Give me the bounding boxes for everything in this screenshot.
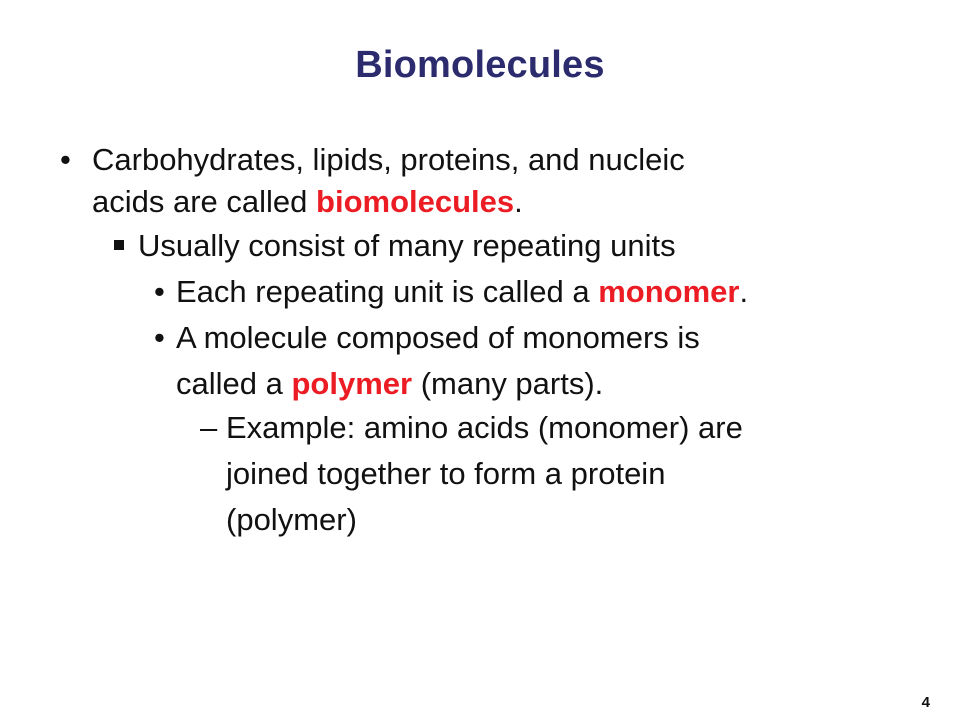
bullet-3-line xyxy=(176,274,748,310)
bullet-4-text-post: (many parts). xyxy=(412,366,604,401)
bullet-5-line-2: joined together to form a protein xyxy=(226,456,666,491)
slide-title: Biomolecules xyxy=(355,44,605,86)
bullet-3-text-post: . xyxy=(739,274,749,309)
bullet-marker-1: • xyxy=(60,142,71,177)
bullet-3-text-pre: Each repeating unit is called a xyxy=(176,274,599,309)
bullet-1-line-2 xyxy=(92,184,523,220)
dash-marker-5: – xyxy=(200,410,218,445)
term-biomolecules: biomolecules xyxy=(316,184,515,219)
bullet-5-line-3: (polymer) xyxy=(226,502,357,537)
bullet-2-line: Usually consist of many repeating units xyxy=(138,228,676,263)
bullet-4-line-2 xyxy=(176,366,603,402)
square-bullet-icon xyxy=(114,240,124,250)
term-polymer: polymer xyxy=(291,366,413,401)
bullet-5-line-1: Example: amino acids (monomer) are xyxy=(226,410,743,445)
bullet-1-text-pre: acids are called xyxy=(92,184,317,219)
bullet-marker-3: • xyxy=(154,274,165,309)
bullet-4-line-1: A molecule composed of monomers is xyxy=(176,320,700,355)
page-number: 4 xyxy=(921,694,930,711)
term-monomer: monomer xyxy=(598,274,740,309)
bullet-4-text-pre: called a xyxy=(176,366,292,401)
bullet-marker-4: • xyxy=(154,320,165,355)
bullet-1-text-post: . xyxy=(514,184,523,219)
bullet-1-line-1: Carbohydrates, lipids, proteins, and nucleic xyxy=(92,142,685,177)
